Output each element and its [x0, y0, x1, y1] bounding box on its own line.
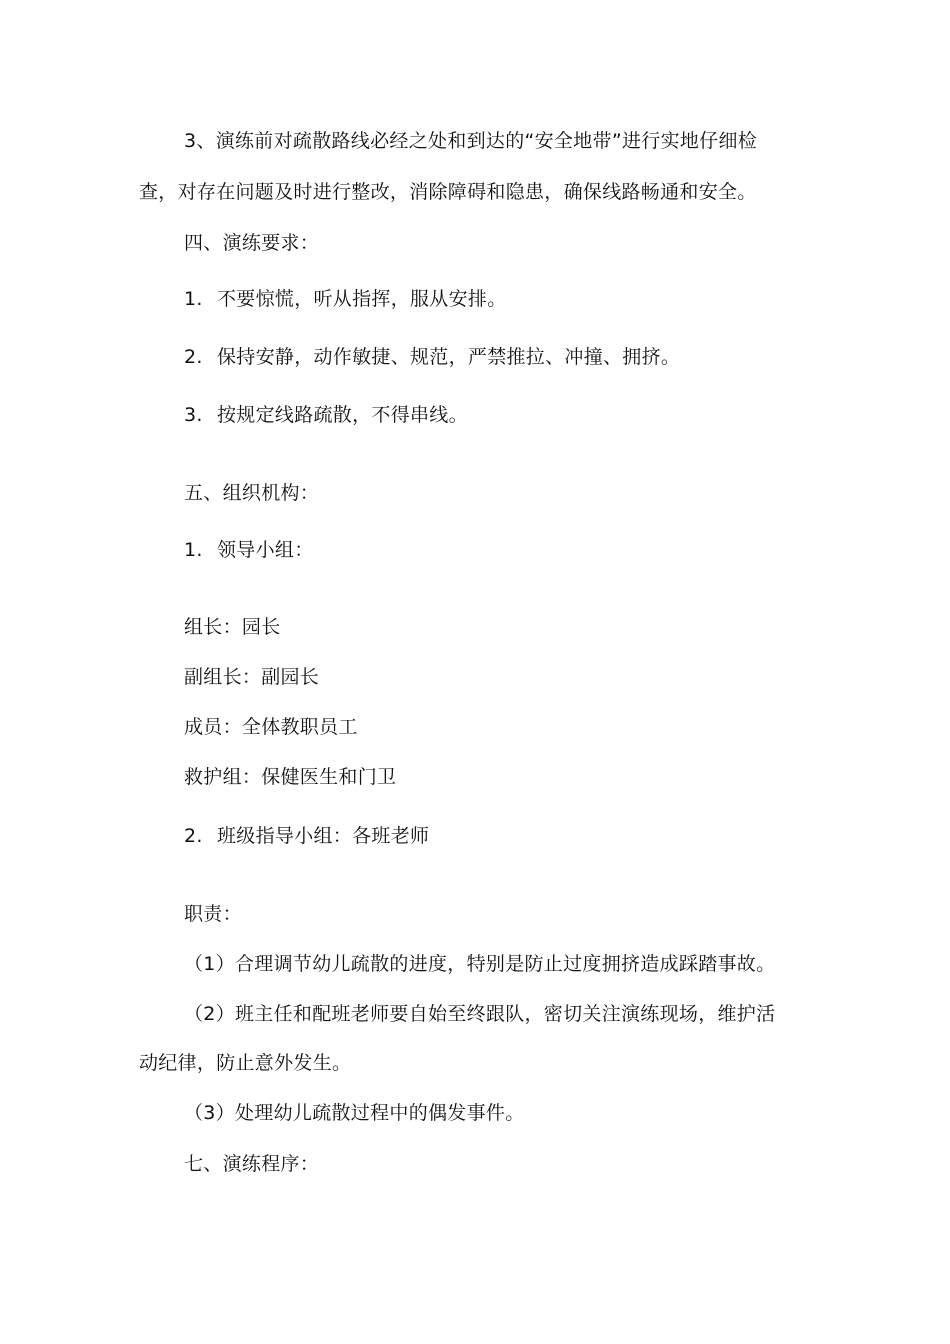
list-text: 领导小组： [217, 539, 314, 561]
duty-item-continued: 动纪律，防止意外发生。 [139, 1052, 352, 1074]
role-line: 副组长：副园长 [184, 666, 320, 688]
duty-item: （3）处理幼儿疏散过程中的偶发事件。 [184, 1102, 525, 1124]
list-text: 班级指导小组：各班老师 [217, 825, 430, 847]
role-line: 救护组：保健医生和门卫 [184, 766, 397, 788]
list-number: 1. [184, 288, 203, 310]
role-line: 组长：园长 [184, 616, 281, 638]
section-heading: 七、演练程序： [184, 1153, 320, 1175]
list-text: 保持安静，动作敏捷、规范，严禁推拉、冲撞、拥挤。 [217, 346, 681, 368]
role-line: 成员：全体教职员工 [184, 716, 358, 738]
duty-item: （2）班主任和配班老师要自始至终跟队，密切关注演练现场，维护活 [184, 1003, 776, 1025]
list-text: 不要惊慌，听从指挥，服从安排。 [217, 288, 507, 310]
section-heading: 四、演练要求： [184, 232, 320, 254]
list-number: 2. [184, 825, 203, 847]
duties-heading: 职责： [184, 903, 242, 925]
list-number: 2. [184, 346, 203, 368]
paragraph-line: 查，对存在问题及时进行整改，消除障碍和隐患，确保线路畅通和安全。 [139, 181, 757, 203]
paragraph-line: 3、演练前对疏散路线必经之处和到达的“安全地带”进行实地仔细检 [184, 130, 758, 152]
list-item [184, 824, 429, 848]
list-item [184, 287, 507, 311]
list-text: 按规定线路疏散，不得串线。 [217, 404, 468, 426]
list-item [184, 345, 680, 369]
section-heading: 五、组织机构： [184, 482, 320, 504]
list-item [184, 403, 468, 427]
list-number: 3. [184, 404, 203, 426]
list-item [184, 538, 314, 562]
duty-item: （1）合理调节幼儿疏散的进度，特别是防止过度拥挤造成踩踏事故。 [184, 953, 776, 975]
list-number: 1. [184, 539, 203, 561]
